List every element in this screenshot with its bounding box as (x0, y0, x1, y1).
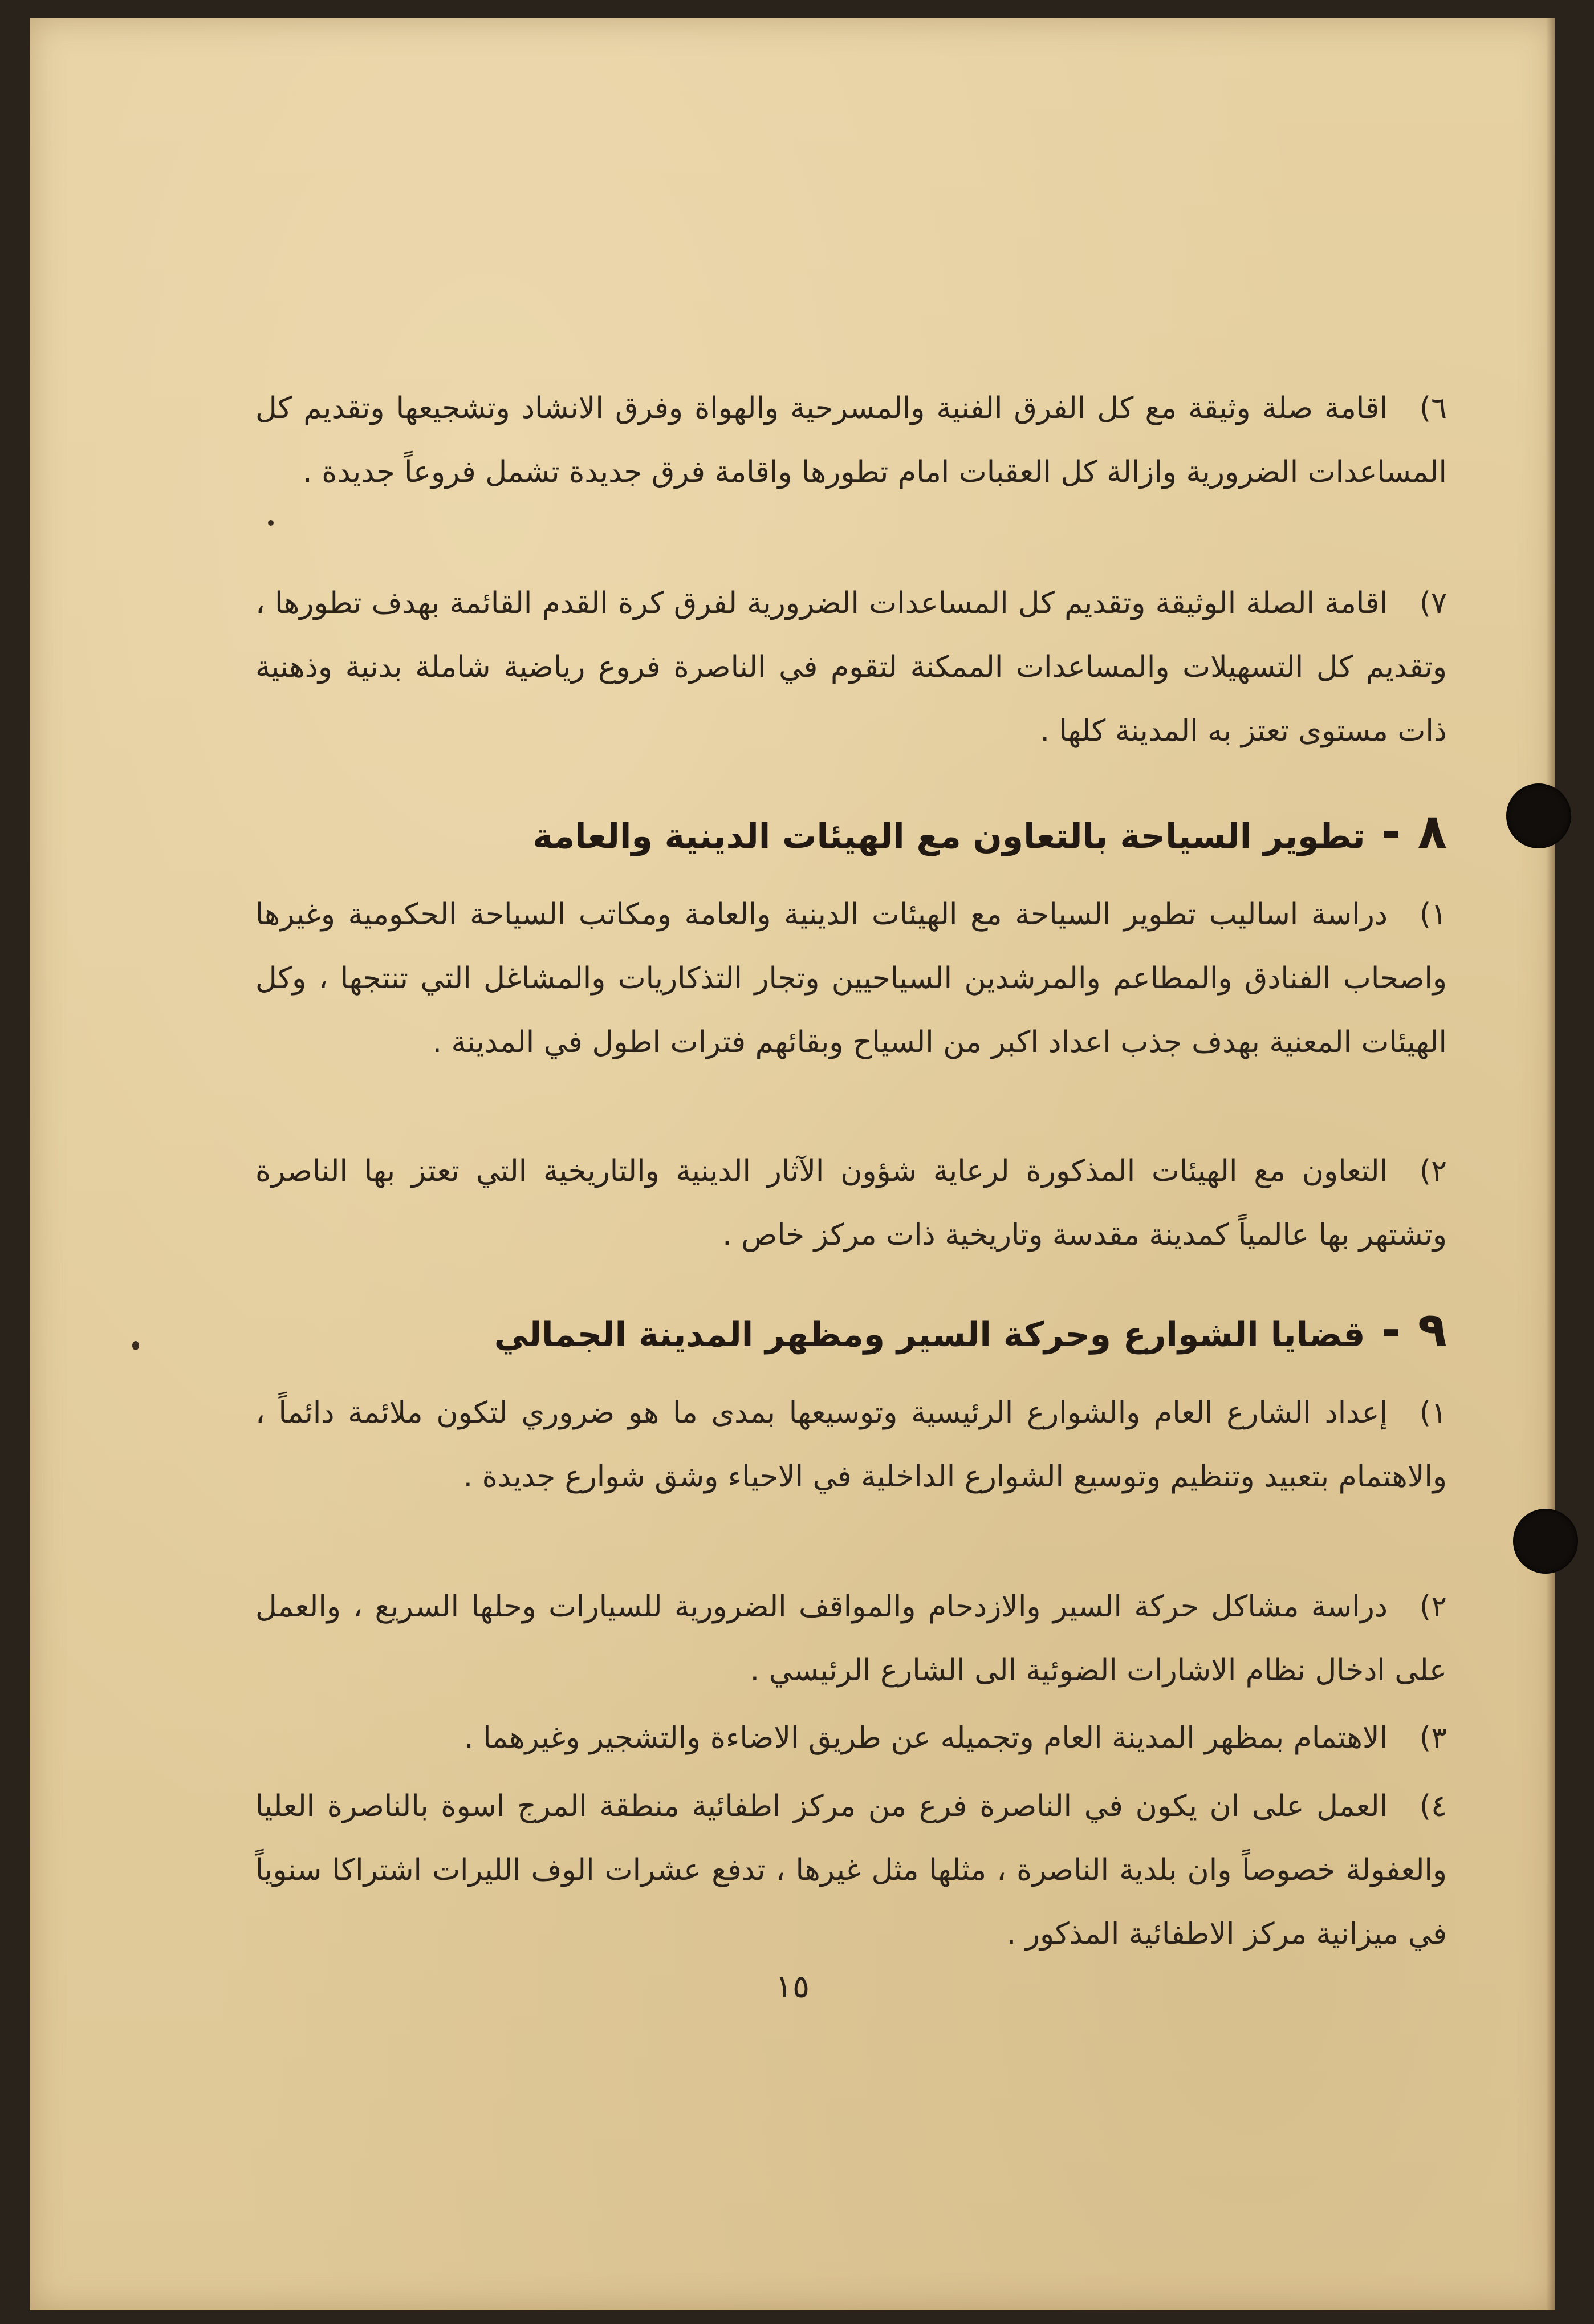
section-number: ٨ - (1381, 803, 1447, 859)
list-item (255, 571, 1447, 763)
item-number: ٢) (1419, 1154, 1447, 1188)
item-number: ٤) (1419, 1789, 1447, 1823)
item-number: ٢) (1419, 1590, 1447, 1624)
item-text: اقامة صلة وثيقة مع كل الفرق الفنية والمسرحية والهواة وفرق الانشاد وتشجيعها وتقديم كل المساعدات الضرورية وازالة كل العقبات امام تطورها واقامة فرق جديدة تشمل فروعاً جديدة . (255, 391, 1447, 489)
item-text: دراسة مشاكل حركة السير والازدحام والمواقف الضرورية للسيارات وحلها السريع ، والعمل على ادخال نظام الاشارات الضوئية الى الشارع الرئيسي . (255, 1590, 1447, 1688)
document-page (30, 18, 1555, 2310)
ink-speck (132, 1341, 139, 1350)
item-number: ٦) (1419, 391, 1447, 425)
list-item (255, 1139, 1447, 1267)
item-text: اقامة الصلة الوثيقة وتقديم كل المساعدات الضرورية لفرق كرة القدم القائمة بهدف تطورها ، وتقديم كل التسهيلات والمساعدات الممكنة لتقوم في الناصرة فروع رياضية شاملة بدنية وذهنية ذات مستوى تعتز به المدينة كلها . (255, 586, 1447, 748)
punch-hole-top (1506, 783, 1571, 848)
ink-speck (268, 520, 274, 526)
section-title: قضايا الشوارع وحركة السير ومظهر المدينة الجمالي (494, 1315, 1365, 1355)
section-title: تطوير السياحة بالتعاون مع الهيئات الدينية والعامة (532, 816, 1365, 856)
list-item (255, 1381, 1447, 1509)
item-text: دراسة اساليب تطوير السياحة مع الهيئات الدينية والعامة ومكاتب السياحة الحكومية وغيرها واصحاب الفنادق والمطاعم والمرشدين السياحيين وتجار التذكاريات والمشاغل التي تنتجها ، وكل الهيئات المعنية بهدف جذب اعداد اكبر من السياح وبقائهم فترات اطول في المدينة . (255, 897, 1447, 1059)
section-heading (494, 1295, 1447, 1369)
item-number: ١) (1419, 897, 1447, 932)
section-heading (532, 797, 1447, 871)
list-item (255, 1575, 1447, 1703)
section-number: ٩ - (1381, 1302, 1447, 1358)
page-edge-shadow (1546, 18, 1555, 2310)
item-number: ٣) (1419, 1721, 1447, 1755)
item-number: ٧) (1419, 586, 1447, 620)
item-text: التعاون مع الهيئات المذكورة لرعاية شؤون الآثار الدينية والتاريخية التي تعتز بها الناصرة وتشتهر بها عالمياً كمدينة مقدسة وتاريخية ذات مركز خاص . (255, 1154, 1447, 1252)
punch-hole-bottom (1513, 1509, 1578, 1574)
item-text: الاهتمام بمظهر المدينة العام وتجميله عن طريق الاضاءة والتشجير وغيرهما . (464, 1721, 1388, 1755)
item-text: العمل على ان يكون في الناصرة فرع من مركز اطفائية منطقة المرج اسوة بالناصرة العليا والعفولة خصوصاً وان بلدية الناصرة ، مثلها مثل غيرها ، تدفع عشرات الوف الليرات اشتراكا سنوياً في ميزانية مركز الاطفائية المذكور . (255, 1789, 1447, 1951)
list-item (255, 1706, 1447, 1770)
list-item (255, 1774, 1447, 1966)
list-item (255, 376, 1447, 504)
item-number: ١) (1419, 1396, 1447, 1430)
item-text: إعداد الشارع العام والشوارع الرئيسية وتوسيعها بمدى ما هو ضروري لتكون ملائمة دائماً ، والاهتمام بتعبيد وتنظيم وتوسيع الشوارع الداخلية في الاحياء وشق شوارع جديدة . (255, 1396, 1447, 1494)
page-number: ١٥ (775, 1968, 810, 2005)
list-item (255, 883, 1447, 1074)
